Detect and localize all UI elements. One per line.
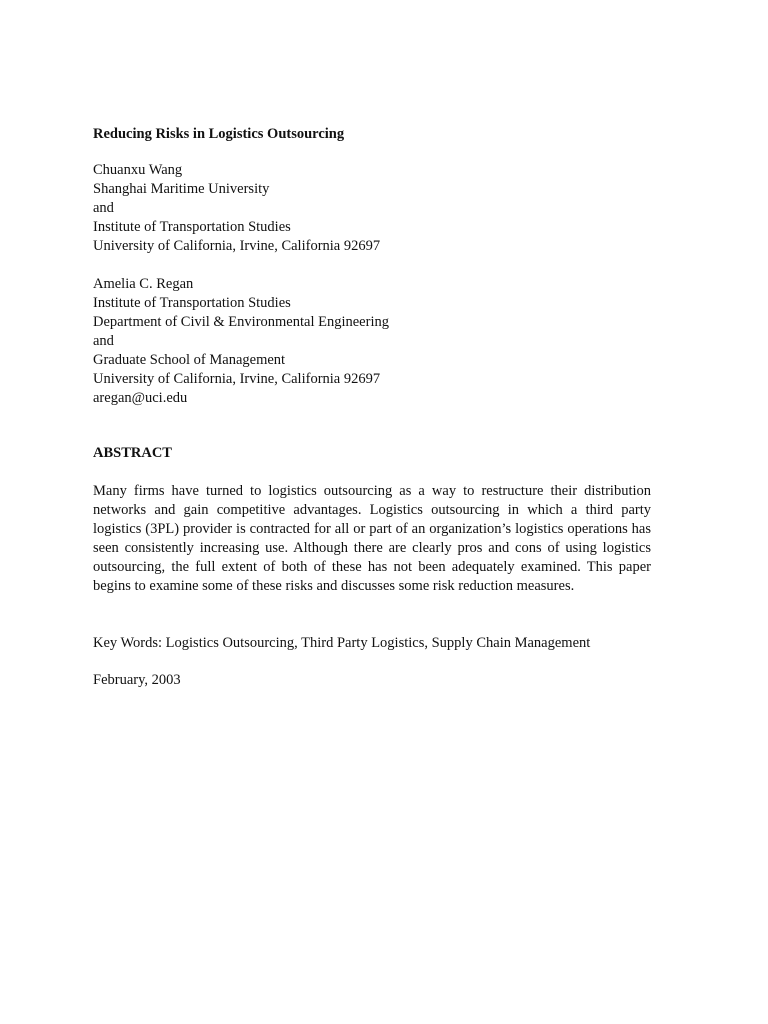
author-affiliation: Graduate School of Management bbox=[93, 352, 286, 368]
title-page-content bbox=[93, 125, 651, 690]
author-name: Chuanxu Wang bbox=[93, 162, 183, 178]
author-address: University of California, Irvine, California 92697 bbox=[93, 371, 381, 387]
author-affiliation: Institute of Transportation Studies bbox=[93, 295, 291, 311]
affiliation-connector: and bbox=[93, 333, 114, 349]
affiliation-connector: and bbox=[93, 200, 114, 216]
author-block-1 bbox=[93, 161, 651, 256]
author-block-2 bbox=[93, 275, 651, 408]
paper-title: Reducing Risks in Logistics Outsourcing bbox=[93, 126, 345, 142]
abstract-heading: ABSTRACT bbox=[93, 445, 172, 461]
abstract-text: Many firms have turned to logistics outsourcing as a way to restructure their distribution networks and gain competitive advantages. Logistics outsourcing in which a third party logistics (3PL) provider is contracted for all or part of an organization’s logistics operations has seen consistently increasing use. Although there are clearly pros and cons of using logistics outsourcing, the full extent of both of these has not been adequately examined. This paper begins to examine some of these risks and discusses some risk reduction measures. bbox=[93, 483, 651, 594]
author-affiliation: Institute of Transportation Studies bbox=[93, 219, 291, 235]
author-email: aregan@uci.edu bbox=[93, 390, 188, 406]
author-name: Amelia C. Regan bbox=[93, 276, 194, 292]
author-affiliation: Department of Civil & Environmental Engineering bbox=[93, 314, 389, 330]
keywords: Key Words: Logistics Outsourcing, Third Party Logistics, Supply Chain Management bbox=[93, 635, 591, 651]
author-affiliation: Shanghai Maritime University bbox=[93, 181, 270, 197]
publication-date: February, 2003 bbox=[93, 672, 181, 688]
author-address: University of California, Irvine, California 92697 bbox=[93, 238, 381, 254]
